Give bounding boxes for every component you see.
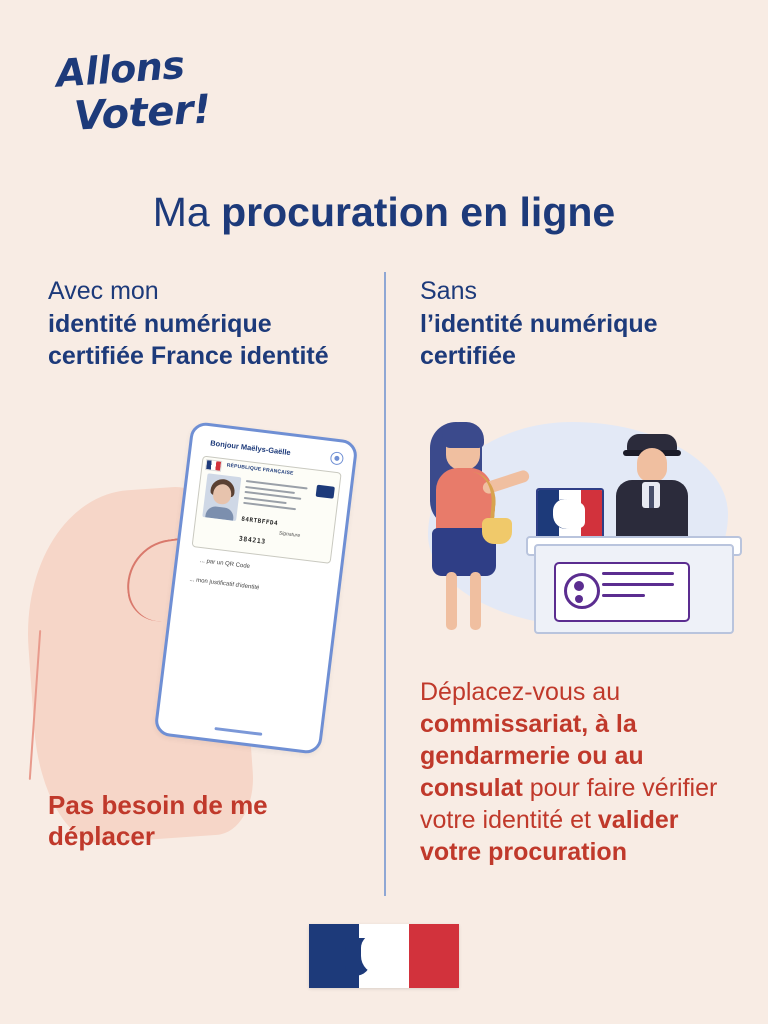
french-republic-flag-logo xyxy=(309,924,459,988)
id-card-fields xyxy=(243,480,308,515)
phone-greeting-text: Bonjour Maëlys-Gaëlle xyxy=(209,438,292,458)
left-heading-light: Avec mon xyxy=(48,277,159,305)
right-caption-part-3: pour faire vérifier votre identité et xyxy=(420,774,718,834)
woman-leg-left xyxy=(446,572,457,630)
smartphone-mockup xyxy=(153,421,358,755)
right-caption-part-1: Déplacez-vous au xyxy=(420,678,621,706)
officer-head xyxy=(637,448,667,482)
woman-handbag-icon xyxy=(482,518,512,544)
column-divider xyxy=(384,272,386,896)
eu-emblem-icon xyxy=(316,485,335,499)
right-heading-light: Sans xyxy=(420,277,477,305)
right-caption xyxy=(420,676,736,868)
page-title-bold: procuration en ligne xyxy=(221,189,616,235)
french-flag-icon xyxy=(205,459,222,472)
document-text-lines xyxy=(602,572,674,605)
id-card-number: 384213 xyxy=(238,534,267,546)
woman-leg-right xyxy=(470,572,481,630)
allons-voter-logo xyxy=(52,42,252,158)
flag-white-band xyxy=(359,924,409,988)
flag-red-band xyxy=(409,924,459,988)
left-column xyxy=(48,276,368,372)
right-caption-part-4: valider votre procuration xyxy=(420,806,679,866)
hand-holding-phone-illustration xyxy=(30,430,380,850)
page-title xyxy=(0,190,768,235)
id-card-signature: Signature xyxy=(278,530,301,539)
logo-line-2: Voter! xyxy=(72,86,212,140)
digital-id-card xyxy=(192,456,342,564)
page-title-light: Ma xyxy=(152,189,222,235)
id-card-header: RÉPUBLIQUE FRANÇAISE xyxy=(226,462,294,477)
person-avatar-icon xyxy=(564,573,600,609)
right-column xyxy=(420,276,740,372)
phone-text-line-2: ... mon justificatif d'identité xyxy=(189,576,260,592)
id-card-photo xyxy=(202,473,241,521)
right-heading-bold: l’identité numérique certifiée xyxy=(420,310,658,370)
right-caption-part-2: commissariat, à la gendarmerie ou au consulat xyxy=(420,710,644,802)
counter-scene-illustration xyxy=(416,410,746,655)
account-avatar-icon xyxy=(330,451,344,465)
phone-home-indicator xyxy=(214,727,262,736)
left-heading-bold: identité numérique certifiée France identité xyxy=(48,310,329,370)
officer-tie xyxy=(649,486,654,508)
woman-hair-front xyxy=(442,422,484,448)
id-card-mrz: 84RTBFFD4 xyxy=(240,515,279,528)
phone-text-line-1: ... par un QR Code xyxy=(199,557,251,571)
logo-line-1: Allons xyxy=(54,42,186,96)
marianne-profile-icon xyxy=(345,932,391,980)
left-caption: Pas besoin de me déplacer xyxy=(48,790,268,852)
